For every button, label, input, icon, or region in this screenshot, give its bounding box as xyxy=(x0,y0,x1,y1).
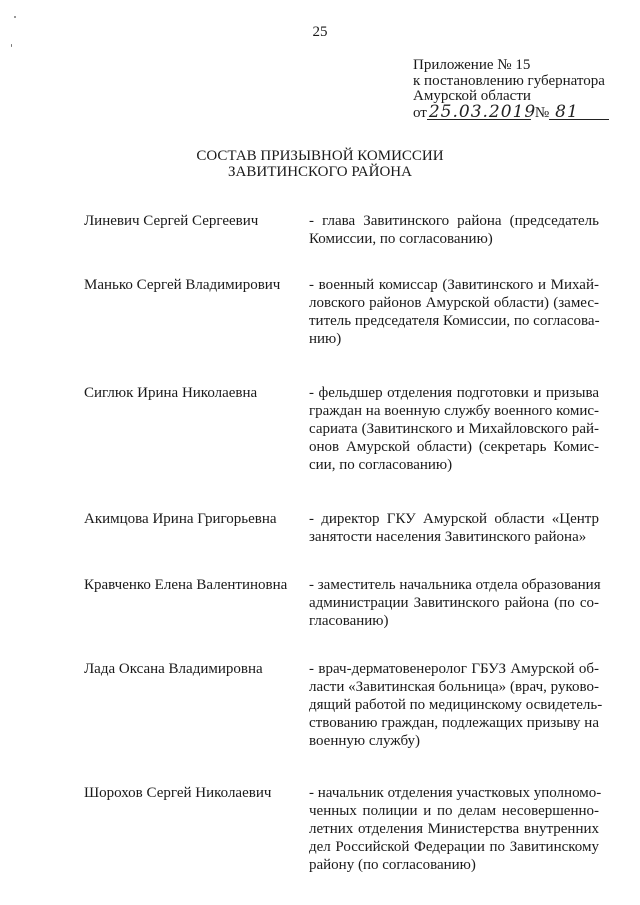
member-role xyxy=(309,510,599,546)
member-role-line: - глава Завитинского района (председатель xyxy=(309,213,599,229)
member-role-line: военную службу) xyxy=(309,733,420,749)
title-line-2: ЗАВИТИНСКОГО РАЙОНА xyxy=(228,163,412,180)
appendix-reference: к постановлению губернатора xyxy=(413,72,605,89)
member-role-line: администрации Завитинского района (по со- xyxy=(309,595,599,611)
member-row xyxy=(84,384,604,474)
document-title xyxy=(0,149,640,180)
member-role-line: - заместитель начальника отдела образования xyxy=(309,577,601,593)
member-role-line: дящий работой по медицинскому освидетель- xyxy=(309,697,603,713)
member-role-line: ласти «Завитинская больница» (врач, руково- xyxy=(309,679,599,695)
member-name: Манько Сергей Владимирович xyxy=(84,277,281,293)
member-name: Кравченко Елена Валентиновна xyxy=(84,577,288,593)
member-role-line: летних отделения Министерства внутренних xyxy=(309,821,599,837)
member-role-line: онов Амурской области) (секретарь Комис- xyxy=(309,439,599,455)
member-name: Шорохов Сергей Николаевич xyxy=(84,785,272,801)
member-name: Акимцова Ирина Григорьевна xyxy=(84,511,277,527)
member-row xyxy=(84,784,604,874)
member-role xyxy=(309,384,599,474)
member-role-line: - военный комиссар (Завитинского и Михай- xyxy=(309,277,599,293)
member-role-line: ченных полиции и по делам несовершенно- xyxy=(309,803,599,819)
member-role xyxy=(309,576,599,630)
member-role-line: - фельдшер отделения подготовки и призыва xyxy=(309,385,599,401)
member-role xyxy=(309,212,599,248)
member-name: Лада Оксана Владимировна xyxy=(84,661,263,677)
member-row xyxy=(84,510,604,546)
member-role-line: Комиссии, по согласованию) xyxy=(309,231,493,247)
member-role xyxy=(309,660,603,750)
member-role-line: гласованию) xyxy=(309,613,389,629)
member-name: Линевич Сергей Сергеевич xyxy=(84,213,259,229)
handwritten-number: 81 xyxy=(549,105,609,120)
scan-speck xyxy=(11,44,12,47)
member-role-line: занятости населения Завитинского района» xyxy=(309,529,587,545)
member-role-line: - начальник отделения участковых уполномо- xyxy=(309,785,602,801)
member-name: Сиглюк Ирина Николаевна xyxy=(84,385,258,401)
member-role xyxy=(309,276,599,348)
member-row xyxy=(84,660,604,750)
appendix-region: Амурской области xyxy=(413,88,531,104)
handwritten-date: 25.03.2019 xyxy=(428,101,537,122)
member-role-line: - врач-дерматовенеролог ГБУЗ Амурской об- xyxy=(309,661,599,677)
member-role-line: сии, по согласованию) xyxy=(309,457,453,473)
member-role-line: - директор ГКУ Амурской области «Центр xyxy=(309,511,599,527)
member-row xyxy=(84,276,604,348)
member-role-line: дел Российской Федерации по Завитинскому xyxy=(309,839,599,855)
commission-members-list xyxy=(84,212,604,874)
appendix-date-line xyxy=(413,101,633,122)
member-role-line: граждан на военную службу военного комис- xyxy=(309,403,599,419)
page-number: 25 xyxy=(312,24,328,40)
member-role-line: сариата (Завитинского и Михайловского рай- xyxy=(309,421,599,437)
member-role-line: ствованию граждан, подлежащих призыву на xyxy=(309,715,599,731)
member-role-line: ловского районов Амурской области) (замес- xyxy=(309,295,599,311)
appendix-header xyxy=(413,58,633,121)
member-role-line: нию) xyxy=(309,331,342,347)
member-role-line: титель председателя Комиссии, по согласова- xyxy=(309,313,600,329)
date-prefix: от xyxy=(413,104,427,121)
number-label: № xyxy=(534,104,550,121)
member-row xyxy=(84,576,604,630)
member-role xyxy=(309,784,602,874)
scan-speck xyxy=(14,16,16,18)
member-row xyxy=(84,212,604,248)
appendix-title: Приложение № 15 xyxy=(413,57,531,73)
member-role-line: району (по согласованию) xyxy=(309,857,476,873)
title-line-1: СОСТАВ ПРИЗЫВНОЙ КОМИССИИ xyxy=(196,148,444,164)
